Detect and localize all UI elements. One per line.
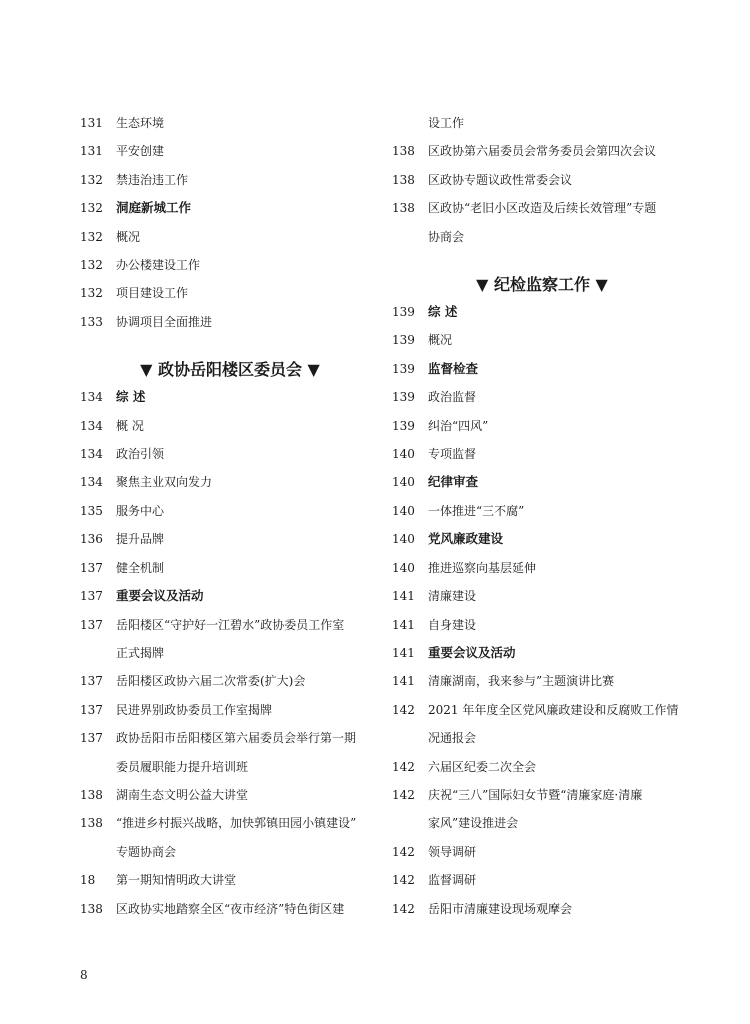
- toc-entry-title: 洞庭新城工作: [116, 200, 192, 216]
- toc-entry-title: 六届区纪委二次全会: [428, 759, 537, 774]
- toc-entry-title: 专项监督: [428, 447, 477, 462]
- toc-entry-title: 重要会议及活动: [116, 588, 204, 604]
- toc-entry: [392, 166, 692, 194]
- toc-page-number: 137: [80, 617, 103, 632]
- toc-entry-continuation: 委员履职能力提升培训班: [116, 759, 249, 774]
- toc-entry-title: 领导调研: [428, 844, 477, 859]
- toc-page-number: 132: [80, 172, 103, 187]
- toc-page-number: 142: [392, 787, 415, 802]
- toc-entry-title: 重要会议及活动: [428, 644, 516, 660]
- toc-page-number: 138: [80, 816, 103, 831]
- toc-entry-title: 概况: [116, 229, 141, 244]
- toc-entry-title: 综 述: [428, 304, 458, 320]
- toc-page-number: 141: [392, 674, 415, 689]
- toc-entry-title: 综 述: [116, 389, 146, 405]
- toc-entry: [392, 696, 692, 724]
- toc-group: [80, 109, 380, 336]
- toc-entry-title: 区政协实地踏察全区“夜市经济”特色街区建: [116, 901, 345, 916]
- toc-entry-title: 聚焦主业双向发力: [116, 475, 213, 490]
- toc-page-number: 139: [392, 390, 415, 405]
- toc-entry-title: 推进巡察向基层延伸: [428, 560, 537, 575]
- toc-page-number: 142: [392, 901, 415, 916]
- toc-entry-title: 健全机制: [116, 560, 165, 575]
- toc-entry-title: 一体推进“三不腐”: [428, 503, 525, 518]
- toc-entry: [392, 611, 692, 639]
- toc-page-number: 134: [80, 418, 103, 433]
- toc-page-number: 139: [392, 361, 415, 376]
- toc-subheading: [392, 298, 692, 326]
- toc-entry: [392, 667, 692, 695]
- toc-entry: [80, 137, 380, 165]
- toc-page-number: 136: [80, 532, 103, 547]
- toc-entry: [80, 440, 380, 468]
- toc-page-number: 138: [392, 172, 415, 187]
- toc-group: [392, 298, 692, 923]
- toc-entry: [392, 582, 692, 610]
- toc-entry-title: 党风廉政建设: [428, 531, 504, 547]
- toc-subheading: [80, 194, 380, 222]
- toc-page-number: 18: [80, 873, 96, 888]
- toc-entry-title: 庆祝“三八”国际妇女节暨“清廉家庭·清廉: [428, 787, 643, 802]
- toc-page-number: 137: [80, 560, 103, 575]
- toc-page-number: 131: [80, 116, 103, 130]
- toc-entry-continuation: 协商会: [428, 229, 465, 244]
- toc-entry: [80, 109, 380, 137]
- toc-entry: [392, 781, 692, 809]
- toc-entry: [392, 412, 692, 440]
- toc-entry-title: 湖南生态文明公益大讲堂: [116, 787, 249, 802]
- toc-page-number: 140: [392, 532, 415, 547]
- toc-page-number: 137: [80, 589, 103, 604]
- toc-page-number: 134: [80, 390, 103, 405]
- toc-entry: [392, 194, 692, 222]
- toc-entry: [80, 554, 380, 582]
- toc-page-number: 139: [392, 418, 415, 433]
- toc-entry: [392, 838, 692, 866]
- toc-entry-continuation: 设工作: [428, 116, 465, 130]
- toc-entry-title: 清廉湖南，我来参与”主题演讲比赛: [428, 674, 615, 689]
- toc-entry: [392, 753, 692, 781]
- toc-entry-title: 提升品牌: [116, 532, 165, 547]
- toc-page-number: 142: [392, 702, 415, 717]
- toc-entry-title: 办公楼建设工作: [116, 258, 201, 273]
- toc-entry-title: 清廉建设: [428, 589, 477, 604]
- toc-entry-title: 生态环境: [116, 116, 165, 130]
- toc-page-number: 142: [392, 873, 415, 888]
- toc-entry: [80, 251, 380, 279]
- toc-page-number: 137: [80, 674, 103, 689]
- toc-entry: [80, 667, 380, 695]
- toc-entry-title: 岳阳楼区“守护好一江碧水”政协委员工作室: [116, 617, 345, 632]
- toc-page-number: 132: [80, 229, 103, 244]
- toc-entry-title: 区政协“老旧小区改造及后续长效管理”专题: [428, 201, 657, 216]
- toc-group: [392, 137, 692, 251]
- toc-entry-title: 纠治“四风”: [428, 418, 489, 433]
- toc-right-column: [392, 109, 692, 923]
- toc-entry: [80, 308, 380, 336]
- toc-entry-title: 项目建设工作: [116, 286, 189, 301]
- toc-page-number: 139: [392, 305, 415, 320]
- toc-entry: [392, 554, 692, 582]
- toc-page-number: 141: [392, 589, 415, 604]
- toc-entry: [80, 781, 380, 809]
- toc-page-number: 138: [80, 901, 103, 916]
- toc-page-number: 140: [392, 503, 415, 518]
- toc-page-number: 137: [80, 702, 103, 717]
- toc-entry-title: 第一期知情明政大讲堂: [116, 873, 237, 888]
- toc-entry-title: 2021 年年度全区党风廉政建设和反腐败工作情: [428, 702, 679, 717]
- toc-entry-continuation: 正式揭牌: [116, 645, 165, 660]
- toc-entry: [392, 866, 692, 894]
- toc-entry-title: 岳阳楼区政协六届二次常委(扩大)会: [116, 674, 306, 689]
- toc-entry: [80, 497, 380, 525]
- toc-page-number: 133: [80, 314, 103, 329]
- toc-entry-title: 协调项目全面推进: [116, 314, 213, 329]
- toc-entry-title: 平安创建: [116, 144, 165, 159]
- toc-page-number: 132: [80, 201, 103, 216]
- toc-left-column: [80, 109, 380, 923]
- toc-entry-title: 服务中心: [116, 503, 165, 518]
- toc-entry-title: 区政协专题议政性常委会议: [428, 172, 573, 187]
- toc-entry: [80, 468, 380, 496]
- toc-subheading: [80, 582, 380, 610]
- toc-entry: [80, 724, 380, 752]
- toc-entry: [392, 895, 692, 923]
- toc-entry-title: 政协岳阳市岳阳楼区第六届委员会举行第一期: [116, 731, 357, 746]
- toc-entry: [80, 866, 380, 894]
- toc-entry: [80, 525, 380, 553]
- toc-page-number: 142: [392, 844, 415, 859]
- toc-entry-title: 监督检查: [428, 360, 479, 376]
- toc-entry: [392, 440, 692, 468]
- toc-page-number: 141: [392, 645, 415, 660]
- toc-entry: [80, 412, 380, 440]
- toc-group: [80, 383, 380, 923]
- toc-page-number: 134: [80, 475, 103, 490]
- toc-page-number: 139: [392, 333, 415, 348]
- page-number: 8: [80, 968, 88, 982]
- toc-page-number: 134: [80, 447, 103, 462]
- toc-entry: [392, 383, 692, 411]
- toc-page-number: 138: [392, 144, 415, 159]
- toc-entry-title: 纪律审查: [428, 474, 479, 490]
- section-title: ▼ 纪检监察工作 ▼: [476, 275, 608, 295]
- toc-subheading: [392, 639, 692, 667]
- toc-page-number: 138: [392, 201, 415, 216]
- toc-page-number: 135: [80, 503, 103, 518]
- toc-page-number: 140: [392, 560, 415, 575]
- toc-page-number: 142: [392, 759, 415, 774]
- toc-subheading: [80, 383, 380, 411]
- toc-page-number: 132: [80, 258, 103, 273]
- toc-entry-title: 民进界别政协委员工作室揭牌: [116, 702, 273, 717]
- toc-page-number: 132: [80, 286, 103, 301]
- toc-entry: [392, 326, 692, 354]
- toc-entry: [80, 611, 380, 639]
- toc-entry-continuation: 专题协商会: [116, 844, 177, 859]
- toc-subheading: [392, 468, 692, 496]
- toc-entry-title: 岳阳市清廉建设现场观摩会: [428, 901, 573, 916]
- toc-entry-continuation: 家风”建设推进会: [428, 816, 519, 831]
- toc-entry-continuation: 况通报会: [428, 731, 477, 746]
- toc-subheading: [392, 525, 692, 553]
- toc-entry-title: 监督调研: [428, 873, 477, 888]
- toc-entry-title: 概 况: [116, 418, 144, 433]
- toc-entry-title: 自身建设: [428, 617, 477, 632]
- toc-page-number: 140: [392, 475, 415, 490]
- toc-entry: [392, 137, 692, 165]
- toc-entry: [80, 696, 380, 724]
- toc-entry-title: “推进乡村振兴战略，加快郭镇田园小镇建设”: [116, 816, 357, 831]
- toc-page-number: 138: [80, 787, 103, 802]
- toc-entry: [80, 223, 380, 251]
- toc-entry-title: 区政协第六届委员会常务委员会第四次会议: [428, 144, 657, 159]
- section-title: ▼ 政协岳阳楼区委员会 ▼: [140, 360, 320, 380]
- toc-entry-title: 政治监督: [428, 390, 477, 405]
- toc-page-number: 141: [392, 617, 415, 632]
- toc-entry: [80, 166, 380, 194]
- toc-entry: [80, 279, 380, 307]
- toc-entry-title: 概况: [428, 333, 453, 348]
- toc-entry: [80, 809, 380, 837]
- toc-entry-title: 政治引领: [116, 447, 165, 462]
- toc-subheading: [392, 355, 692, 383]
- toc-entry: [392, 497, 692, 525]
- toc-page-number: 131: [80, 144, 103, 159]
- toc-entry: [80, 895, 380, 923]
- toc-entry-title: 禁违治违工作: [116, 172, 189, 187]
- toc-page-number: 140: [392, 447, 415, 462]
- toc-page-number: 137: [80, 731, 103, 746]
